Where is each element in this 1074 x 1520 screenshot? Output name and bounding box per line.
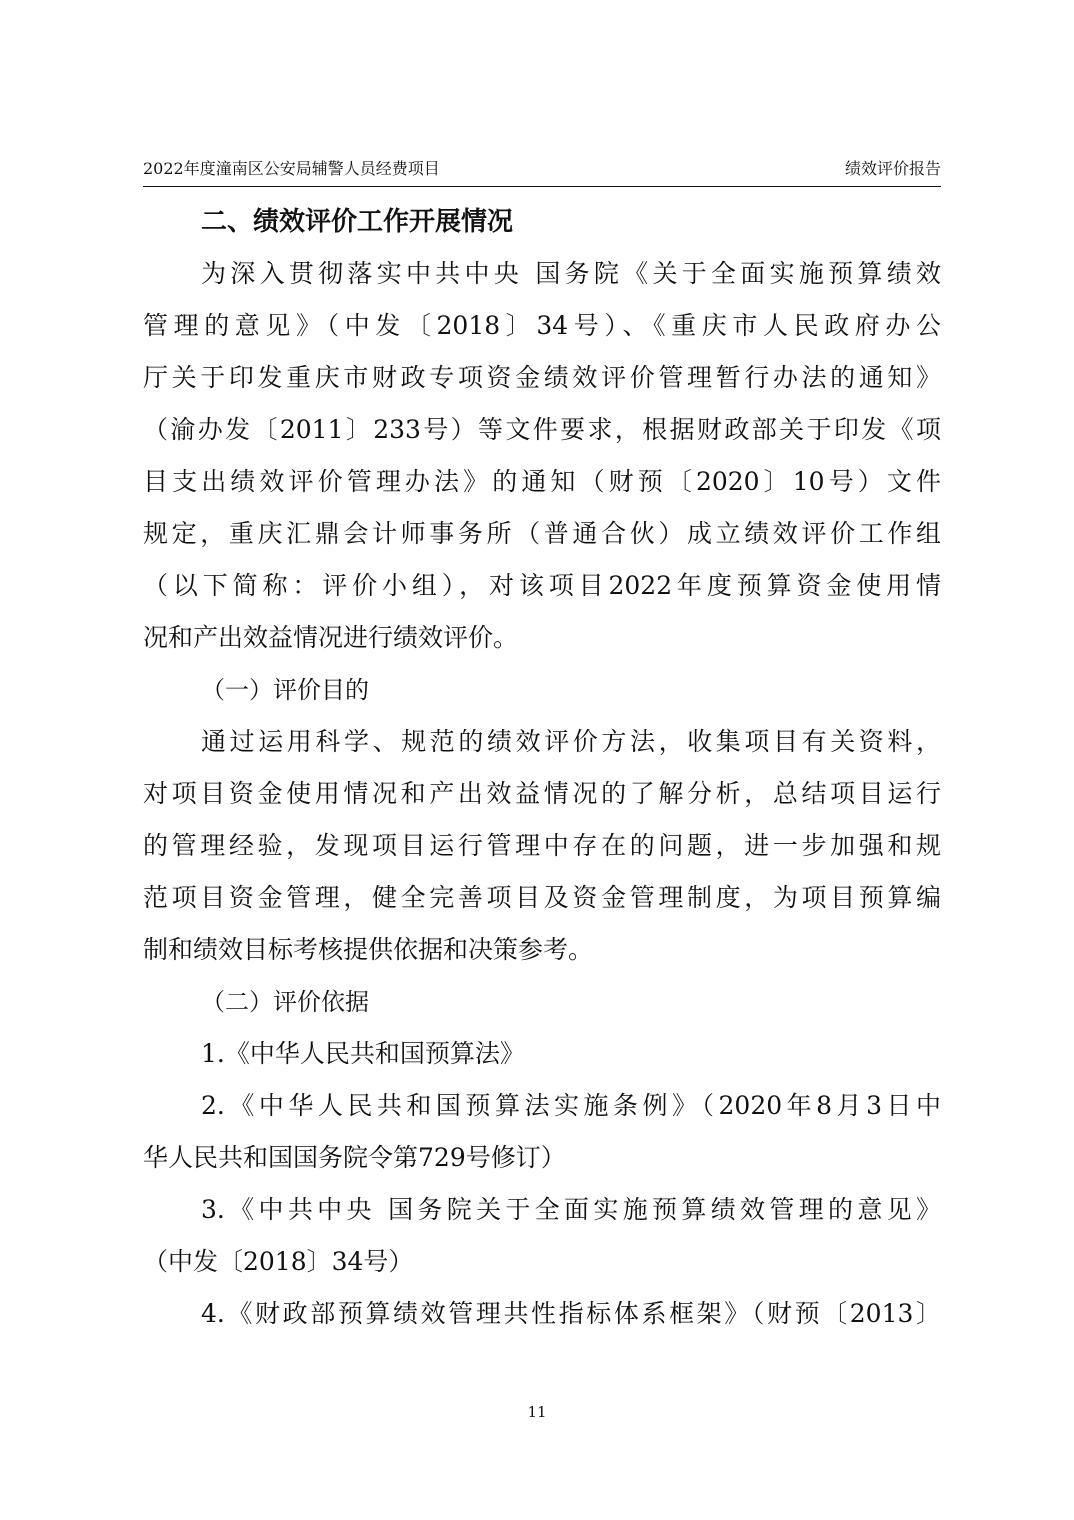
paragraph-line: 对项目资金使用情况和产出效益情况的了解分析，总结项目运行 xyxy=(143,779,941,808)
paragraph-line: 通过运用科学、规范的绩效评价方法，收集项目有关资料， xyxy=(201,727,941,756)
paragraph-line: （以下简称：评价小组），对该项目2022年度预算资金使用情 xyxy=(143,571,941,600)
paragraph-line: （渝办发〔2011〕233号）等文件要求，根据财政部关于印发《项 xyxy=(143,415,941,444)
paragraph-line: 规定，重庆汇鼎会计师事务所（普通合伙）成立绩效评价工作组 xyxy=(143,519,941,548)
page-header xyxy=(143,156,941,182)
paragraph-line: 目支出绩效评价管理办法》的通知（财预〔2020〕10号）文件 xyxy=(143,467,941,496)
paragraph-line: 况和产出效益情况进行绩效评价。 xyxy=(143,623,519,652)
basis-item: 3.《中共中央 国务院关于全面实施预算绩效管理的意见》 xyxy=(201,1195,941,1224)
page-number: 11 xyxy=(527,1403,547,1421)
basis-item-continuation: 华人民共和国国务院令第729号修订） xyxy=(143,1143,566,1172)
paragraph-line: 管理的意见》（中发〔2018〕34号）、《重庆市人民政府办公 xyxy=(143,311,941,340)
paragraph-line: 厅关于印发重庆市财政专项资金绩效评价管理暂行办法的通知》 xyxy=(143,363,941,392)
basis-item: 1.《中华人民共和国预算法》 xyxy=(201,1039,525,1068)
basis-item: 4.《财政部预算绩效管理共性指标体系框架》（财预〔2013〕 xyxy=(201,1299,941,1328)
basis-item: 2.《中华人民共和国预算法实施条例》（2020年8月3日中 xyxy=(201,1091,941,1120)
paragraph-line: 为深入贯彻落实中共中央 国务院《关于全面实施预算绩效 xyxy=(201,259,941,288)
section-heading: 二、绩效评价工作开展情况 xyxy=(201,207,514,237)
document-body xyxy=(143,196,941,1340)
subsection-heading-purpose: （一）评价目的 xyxy=(201,676,369,704)
basis-item-continuation: （中发〔2018〕34号） xyxy=(143,1247,414,1276)
paragraph-line: 范项目资金管理，健全完善项目及资金管理制度，为项目预算编 xyxy=(143,883,941,912)
subsection-heading-basis: （二）评价依据 xyxy=(201,988,369,1016)
paragraph-line: 制和绩效目标考核提供依据和决策参考。 xyxy=(143,935,594,964)
paragraph-line: 的管理经验，发现项目运行管理中存在的问题，进一步加强和规 xyxy=(143,831,941,860)
header-project-title: 2022年度潼南区公安局辅警人员经费项目 xyxy=(143,159,440,178)
header-report-title: 绩效评价报告 xyxy=(844,159,941,178)
header-divider xyxy=(143,186,941,187)
